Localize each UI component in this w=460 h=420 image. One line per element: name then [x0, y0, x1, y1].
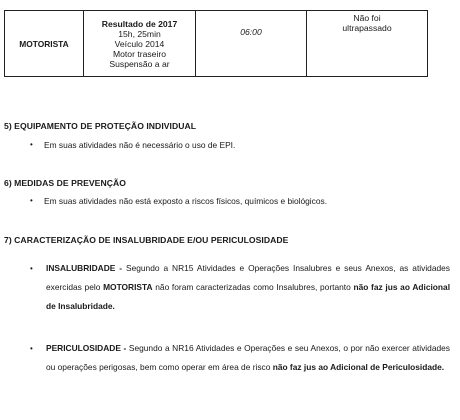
insalubridade-role: MOTORISTA — [103, 282, 153, 292]
result-line: Suspensão a ar — [109, 58, 170, 69]
result-cell — [84, 11, 196, 77]
insalubridade-paragraph — [30, 259, 450, 316]
insalubridade-body-2: não foram caracterizadas como Insalubres, portanto — [155, 282, 351, 292]
periculosidade-text — [46, 339, 450, 377]
exceeded-line: Não foi — [353, 13, 381, 23]
insalubridade-label: INSALUBRIDADE - — [46, 263, 123, 273]
bullet-text: Em suas atividades não está exposto a riscos físicos, químicos e biológicos. — [44, 196, 328, 206]
summary-table — [4, 10, 428, 77]
bullet-text: Em suas atividades não é necessário o uso de EPI. — [44, 140, 236, 150]
exceeded-cell — [307, 11, 428, 77]
bullet-icon: • — [30, 196, 33, 205]
section-7-title: 7) CARACTERIZAÇÃO DE INSALUBRIDADE E/OU PERICULOSIDADE — [4, 235, 289, 245]
periculosidade-body: Segundo a NR16 Atividades e Operações e seu Anexos, o por não exercer atividades ou operações perigosas, bem como operar em área de risco — [46, 343, 450, 372]
insalubridade-conclusion: não faz jus ao Adicional de Insalubridade. — [46, 282, 451, 311]
periculosidade-paragraph — [30, 339, 450, 377]
insalubridade-body-1: Segundo a NR15 Atividades e Operações Insalubres e seus Anexos, as atividades exercidas pelo — [46, 263, 450, 292]
section-5-title: 5) EQUIPAMENTO DE PROTEÇÃO INDIVIDUAL — [4, 121, 197, 131]
bullet-icon: • — [30, 264, 33, 273]
role-cell: MOTORISTA — [5, 11, 84, 77]
result-line: Motor traseiro — [112, 48, 166, 59]
result-line: Veículo 2014 — [114, 38, 165, 49]
periculosidade-label: PERICULOSIDADE - — [46, 343, 127, 353]
result-line: Resultado de 2017 — [101, 18, 178, 29]
insalubridade-text — [46, 259, 450, 316]
periculosidade-conclusion: não faz jus ao Adicional de Periculosidade. — [272, 362, 445, 372]
result-line: 15h, 25min — [118, 28, 161, 39]
bullet-icon: • — [30, 140, 33, 149]
section-6-title: 6) MEDIDAS DE PREVENÇÃO — [4, 178, 126, 188]
table-row — [5, 11, 428, 77]
exceeded-line: ultrapassado — [342, 23, 392, 33]
bullet-icon: • — [30, 344, 33, 353]
time-cell: 06:00 — [196, 11, 307, 77]
